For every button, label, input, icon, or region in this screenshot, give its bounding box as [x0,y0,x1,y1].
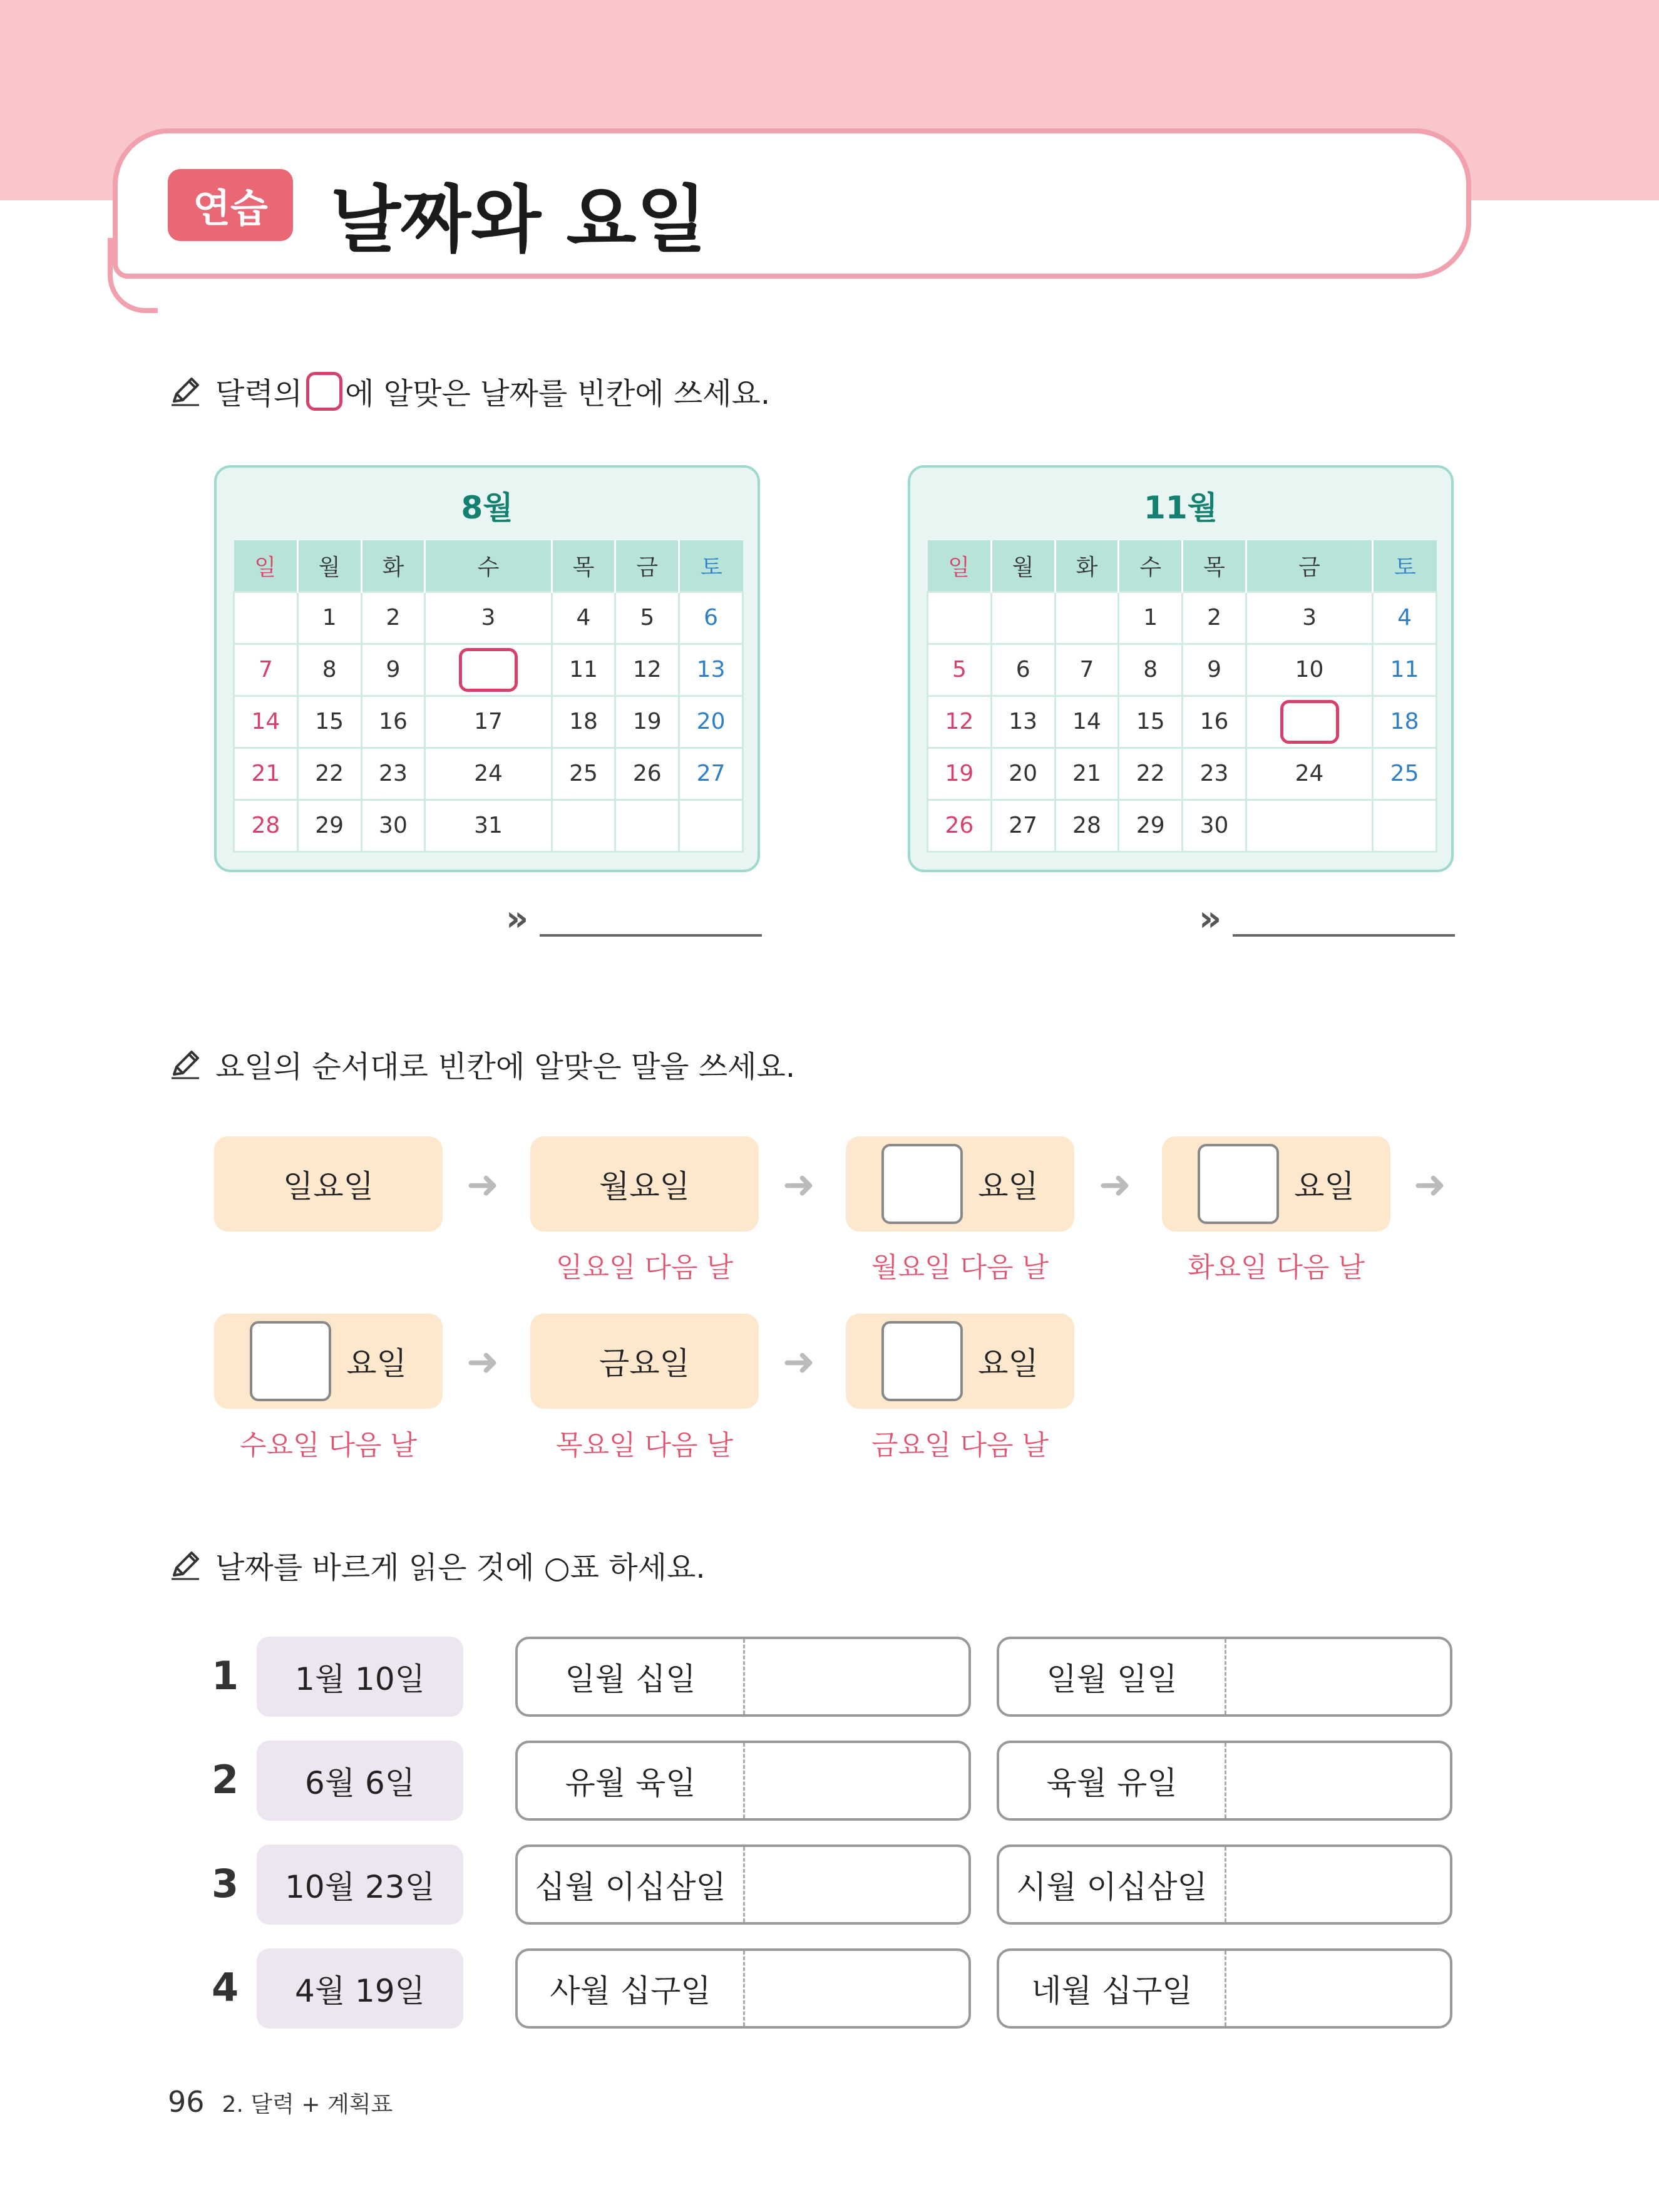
answer-line-november [1199,898,1455,939]
calendar-day: 16 [1183,696,1246,748]
weekday-header: 화 [361,540,425,592]
calendar-day: 24 [425,748,552,800]
day-box-label: 요일 [978,1345,1039,1382]
calendar-day: 20 [679,696,743,748]
calendar-day: 21 [1055,748,1119,800]
day-box-blank [846,1314,1074,1409]
arrow-right-icon: ➜ [783,1161,815,1207]
calendar-november [908,465,1454,872]
day-box-label: 요일 [1294,1168,1355,1205]
arrow-right-icon: ➜ [466,1339,499,1384]
reading-option-text: 네월 십구일 [1031,1973,1193,2009]
calendar-day: 17 [425,696,552,748]
calendar-blank-cell[interactable] [1246,696,1372,748]
instruction-2 [168,1042,795,1086]
double-chevron-icon: » [506,898,529,939]
section-name: 2. 달력 + 계획표 [222,2092,393,2117]
reading-option[interactable] [997,1637,1452,1717]
reading-option-text: 십월 이십삼일 [535,1869,726,1905]
divider [1225,1951,1226,2026]
reading-option[interactable] [515,1948,971,2029]
calendar-day: 25 [1373,748,1437,800]
reading-option[interactable] [997,1844,1452,1925]
calendar-day [615,800,679,851]
blank-date-box[interactable] [459,648,518,692]
arrow-right-icon: ➜ [783,1339,815,1384]
question-number: 1 [212,1653,239,1699]
calendar-day: 22 [1119,748,1183,800]
calendar-day [1246,800,1372,851]
calendar-day: 4 [552,592,615,644]
calendar-day: 3 [425,592,552,644]
question-date [257,1844,463,1925]
day-box-label: 요일 [346,1345,407,1382]
pencil-icon [168,1548,203,1583]
day-box-label: 일요일 [283,1168,374,1205]
calendar-day: 23 [361,748,425,800]
question-date [257,1948,463,2029]
day-box-label: 금요일 [599,1345,690,1382]
page-footer [168,2085,393,2119]
calendar-day: 16 [361,696,425,748]
calendar-day: 14 [1055,696,1119,748]
calendar-day: 5 [928,644,992,696]
reading-option[interactable] [515,1741,971,1821]
calendar-day: 26 [928,800,992,851]
calendar-day: 1 [297,592,361,644]
page-title: 날짜와 요일 [331,178,707,262]
calendar-day: 9 [1183,644,1246,696]
question-number: 4 [212,1965,239,2010]
calendar-day: 25 [552,748,615,800]
instruction-2-text: 요일의 순서대로 빈칸에 알맞은 말을 쓰세요. [215,1049,796,1084]
reading-option[interactable] [997,1741,1452,1821]
calendar-day: 20 [991,748,1055,800]
calendar-day: 29 [1119,800,1183,851]
calendar-day: 5 [615,592,679,644]
day-box-blank [214,1314,443,1409]
day-hint: 일요일 다음 날 [556,1252,733,1283]
double-chevron-icon: » [1199,898,1222,939]
divider [743,1743,745,1818]
question-date-text: 1월 10일 [295,1661,425,1697]
reading-option-text: 유월 육일 [565,1765,696,1801]
calendar-day: 12 [928,696,992,748]
answer-blank[interactable] [540,912,762,937]
title-bubble [113,128,1471,279]
day-box-sunday [214,1136,443,1232]
weekday-header: 토 [679,540,743,592]
calendar-day: 30 [1183,800,1246,851]
arrow-right-icon: ➜ [466,1161,499,1207]
divider [1225,1639,1226,1714]
calendar-month-title: 11월 [1144,490,1218,526]
day-answer-box[interactable] [881,1321,963,1401]
day-hint: 수요일 다음 날 [240,1429,417,1461]
arrow-right-icon: ➜ [1099,1161,1131,1207]
calendar-day: 2 [361,592,425,644]
calendar-day: 13 [991,696,1055,748]
inline-blank-box [306,372,342,411]
reading-option-text: 육월 유일 [1046,1765,1178,1801]
calendar-day: 21 [234,748,298,800]
day-hint: 화요일 다음 날 [1188,1252,1365,1283]
calendar-day: 26 [615,748,679,800]
reading-option-text: 일월 십일 [565,1661,696,1697]
calendar-day: 31 [425,800,552,851]
weekday-header: 월 [297,540,361,592]
weekday-header: 일 [234,540,298,592]
reading-option-text: 시월 이십삼일 [1016,1869,1208,1905]
weekday-header: 금 [615,540,679,592]
calendar-day [679,800,743,851]
calendar-day [552,800,615,851]
calendar-day: 28 [234,800,298,851]
divider [1225,1847,1226,1922]
day-box-monday [530,1136,759,1232]
page-number: 96 [168,2085,205,2119]
divider [743,1639,745,1714]
divider [743,1951,745,2026]
calendar-day: 19 [928,748,992,800]
weekday-header: 월 [991,540,1055,592]
calendar-day: 12 [615,644,679,696]
calendar-day: 28 [1055,800,1119,851]
calendar-day: 24 [1246,748,1372,800]
divider [1225,1743,1226,1818]
day-box-label: 월요일 [599,1168,690,1205]
calendar-day: 27 [679,748,743,800]
reading-option-text: 일월 일일 [1046,1661,1178,1697]
calendar-day: 23 [1183,748,1246,800]
calendar-day: 18 [552,696,615,748]
calendar-day: 2 [1183,592,1246,644]
question-number: 2 [212,1757,239,1803]
day-hint: 목요일 다음 날 [556,1429,733,1461]
calendar-day [1373,800,1437,851]
calendar-day: 10 [1246,644,1372,696]
day-hint: 금요일 다음 날 [871,1429,1049,1461]
weekday-header: 목 [552,540,615,592]
instruction-1 [168,369,770,413]
calendar-day [991,592,1055,644]
reading-option[interactable] [515,1844,971,1925]
calendar-blank-cell[interactable] [425,644,552,696]
day-box-label: 요일 [978,1168,1039,1205]
calendar-day: 7 [234,644,298,696]
weekday-header: 화 [1055,540,1119,592]
calendar-day: 3 [1246,592,1372,644]
calendar-day: 9 [361,644,425,696]
calendar-grid [233,540,744,853]
instruction-1-pre: 달력의 [215,376,303,411]
weekday-header: 수 [1119,540,1183,592]
calendar-day: 4 [1373,592,1437,644]
question-number: 3 [212,1861,239,1906]
pencil-icon [168,374,203,409]
weekday-header: 일 [928,540,992,592]
calendar-day: 22 [297,748,361,800]
calendar-day: 18 [1373,696,1437,748]
calendar-day [928,592,992,644]
day-box-blank [846,1136,1074,1232]
calendar-day: 6 [991,644,1055,696]
instruction-3-text: 날짜를 바르게 읽은 것에 ○표 하세요. [215,1550,706,1585]
divider [743,1847,745,1922]
weekday-header: 목 [1183,540,1246,592]
question-date-text: 10월 23일 [285,1869,435,1905]
question-date [257,1637,463,1717]
instruction-1-post: 에 알맞은 날짜를 빈칸에 쓰세요. [345,376,771,411]
day-box-blank [1162,1136,1390,1232]
calendar-day: 14 [234,696,298,748]
calendar-month-title: 8월 [461,490,513,526]
calendar-day: 29 [297,800,361,851]
instruction-3 [168,1543,706,1587]
calendar-day: 27 [991,800,1055,851]
day-answer-box[interactable] [250,1321,331,1401]
reading-option[interactable] [515,1637,971,1717]
calendar-day: 13 [679,644,743,696]
calendar-day [1055,592,1119,644]
calendar-day [234,592,298,644]
arrow-right-icon: ➜ [1414,1161,1446,1207]
answer-line-august [506,898,762,939]
reading-option[interactable] [997,1948,1452,2029]
question-date-text: 6월 6일 [304,1765,416,1801]
practice-tag: 연습 [168,169,293,241]
calendar-day: 8 [1119,644,1183,696]
calendar-day: 7 [1055,644,1119,696]
calendar-day: 11 [1373,644,1437,696]
calendar-day: 8 [297,644,361,696]
calendar-day: 15 [1119,696,1183,748]
answer-blank[interactable] [1233,912,1455,937]
question-date-text: 4월 19일 [295,1973,425,2009]
calendar-day: 30 [361,800,425,851]
blank-date-box[interactable] [1280,700,1339,744]
calendar-day: 15 [297,696,361,748]
calendar-day: 11 [552,644,615,696]
weekday-header: 금 [1246,540,1372,592]
pencil-icon [168,1047,203,1082]
day-answer-box[interactable] [1198,1144,1279,1224]
calendar-day: 6 [679,592,743,644]
calendar-day: 1 [1119,592,1183,644]
calendar-grid [927,540,1437,853]
weekday-header: 수 [425,540,552,592]
calendar-august [214,465,760,872]
reading-option-text: 사월 십구일 [550,1973,711,2009]
calendar-day: 19 [615,696,679,748]
weekday-header: 토 [1373,540,1437,592]
day-hint: 월요일 다음 날 [871,1252,1049,1283]
question-date [257,1741,463,1821]
day-answer-box[interactable] [881,1144,963,1224]
day-box-friday [530,1314,759,1409]
